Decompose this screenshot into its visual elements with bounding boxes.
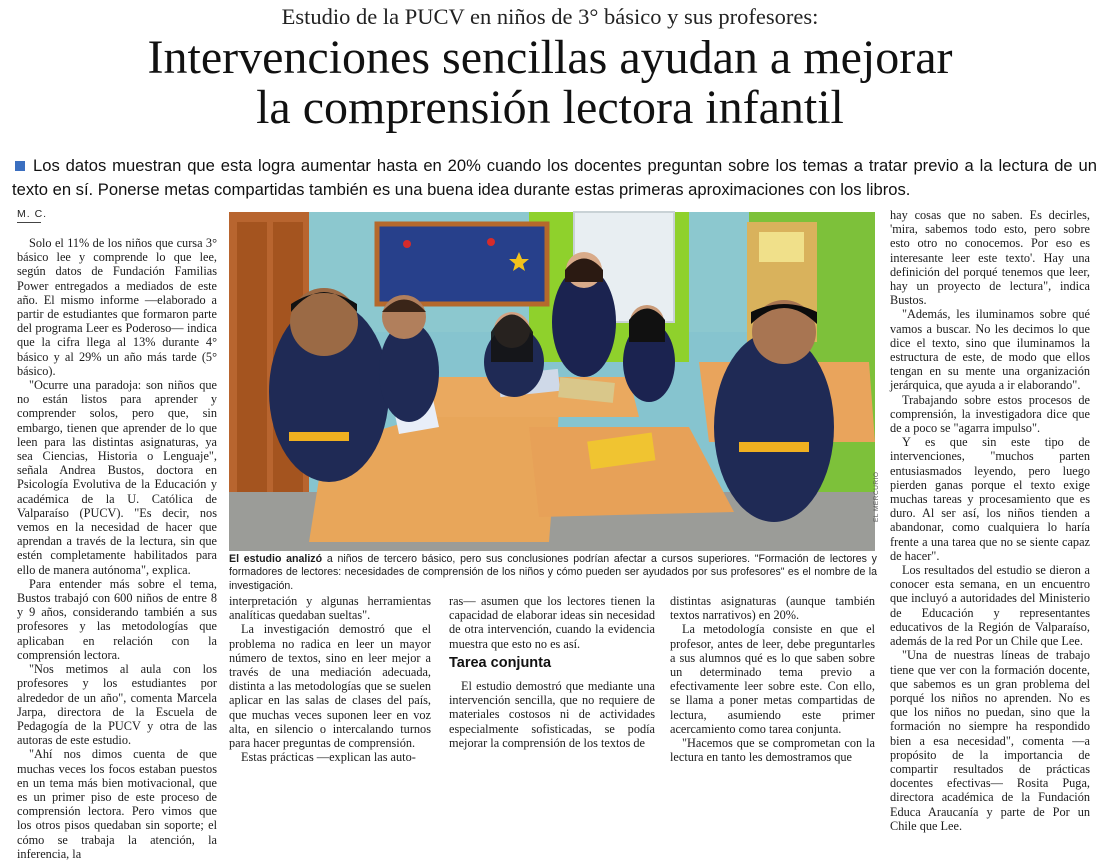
headline (0, 33, 1100, 133)
col5-paragraph: "Una de nuestras líneas de trabajo tiene que ver con la formación docente, que sabemos es un gran problema del porqué los niños no aprenden. No es que los niños no puedan, sino que la formación no siempre ha respondido bien a esa necesidad", comenta —a propósito de la importancia de compartir resultados de prácticas docentes efectivas— Rosita Puga, directora académica de la Fundación Educa Araucanía y parte de Por un Chile que Lee. (890, 648, 1090, 833)
col5-paragraph: Y es que sin este tipo de intervenciones, "muchos parten entusiasmados leyendo, pero luego pierden ganas porque el texto exige muchas tareas y procesamiento que es duro. Al ser así, los niños tienden a abandonar, como cualquiera lo haría frente a una tarea que no se siente capaz de hacer". (890, 435, 1090, 563)
col4-paragraph: "Hacemos que se comprometan con la lectura en tanto les demostramos que (670, 736, 875, 765)
col3-paragraph: ras— asumen que los lectores tienen la capacidad de elaborar ideas sin necesidad de otra intervención, cuando la evidencia muestra que esto no es así. (449, 594, 655, 651)
headline-line-1: Intervenciones sencillas ayudan a mejorar (147, 31, 953, 84)
caption-text: a niños de tercero básico, pero sus conclusiones podrían afectar a cursos superiores. "Formación de lectores y formadores de lectores: necesidades de comprensión de los niños y cómo pueden ser ayudados por sus profesores" es el nombre de la investigación. (229, 553, 877, 592)
lead-text: Los datos muestran que esta logra aumentar hasta en 20% cuando los docentes preguntan sobre los temas a tratar previo a la lectura de un texto en sí. Ponerse metas compartidas también es una buena idea durante estas primeras aproximaciones con los libros. (12, 156, 1097, 199)
col1-paragraph: Solo el 11% de los niños que cursa 3° básico lee y comprende lo que lee, según datos de Fundación Familias Power entregados a mediados de este año. El mismo informe —elaborado a partir de estudiantes que formaron parte del programa Leer es Poderoso— indica que la cifra llega al 13% durante 4° básico y al 29% un año más tarde (5° básico). (17, 236, 217, 378)
col1-paragraph: Para entender más sobre el tema, Bustos trabajó con 600 niños de entre 8 y 9 años, considerando también a sus profesores y las metodologías que aplicaban en relación con la comprensión lectora. (17, 576, 217, 662)
classroom-illustration (229, 212, 875, 551)
article-column-4 (670, 594, 875, 765)
classroom-photo (229, 212, 875, 551)
photo-credit: EL MERCURIO (873, 471, 880, 522)
col5-paragraph: Trabajando sobre estos procesos de comprensión, la investigadora dice que de a poco se "agarra impulso". (890, 392, 1090, 436)
col1-paragraph: "Ahí nos dimos cuenta de que muchas veces los focos estaban puestos en un tema más bien motivacional, que es un primer piso de este proceso de comprensión lectora. Pero vimos que los otros pisos quedaban sin soporte; el cómo se trabaja la atención, la inferencia, la (17, 747, 217, 861)
col1-paragraph: "Ocurre una paradoja: son niños que no están listos para aprender y comprender solos, pero que, sin embargo, tienen que aprender de lo que leen para las distintas asignaturas, ya sea Ciencias, Historia o Lenguaje", señala Andrea Bustos, doctora en Psicología Evolutiva de la Educación y académica de la U. Católica de Valparaíso (PUCV). "Es decir, nos vemos en la necesidad de hacer que aprendan a través de la lectura, sin que estén completamente habilitados para ello de manera autónoma", explica. (17, 378, 217, 577)
byline-rule (17, 222, 41, 223)
caption-bold: El estudio analizó (229, 553, 323, 565)
photo-caption (229, 553, 877, 593)
col3-paragraph: El estudio demostró que mediante una intervención sencilla, que no requiere de materiales costosos ni de actividades especialmente sofisticadas, se podía mejorar la comprensión de los textos de (449, 679, 655, 750)
col2-paragraph: Estas prácticas —explican las auto- (241, 750, 416, 765)
col5-paragraph: hay cosas que no saben. Es decirles, 'mira, sabemos todo esto, pero sobre esto otro no conocemos. Por eso es interesante leer este texto'. Hay una definición del porqué tenemos que leer, hay un proyecto de lectura", indica Bustos. (890, 208, 1090, 308)
article-column-2 (229, 594, 431, 765)
col2-paragraph: La investigación demostró que el problema no radica en leer un mayor número de textos, sino en leer mejor a través de una mediación adecuada, distinta a las metodologías que se suelen aplicar en las salas de clases del país, que muchas veces suponen leer en voz alta, en silencio o intercalando turnos para hacer preguntas de comprensión. (229, 622, 431, 751)
subhead-tarea-conjunta: Tarea conjunta (449, 654, 552, 671)
lead-paragraph (12, 154, 1097, 202)
article-column-5 (890, 208, 1090, 833)
col5-paragraph: Los resultados del estudio se dieron a conocer esta semana, en un encuentro que incluyó a autoridades del Ministerio de Educación y representantes educativos de la Región de Valparaíso, además de la red Por un Chile que Lee. (890, 563, 1090, 649)
square-bullet-icon (15, 161, 25, 171)
col4-paragraph: La metodología consiste en que el profesor, antes de leer, debe preguntarles a sus alumnos qué es lo que saben sobre un determinado tema previo a efectivamente leer sobre este. Con ello, se llama a poner metas compartidas de lectura, asumiendo este primer acercamiento como tarea conjunta. (670, 622, 875, 736)
kicker: Estudio de la PUCV en niños de 3° básico y sus profesores: (281, 4, 819, 29)
headline-line-2: la comprensión lectora infantil (256, 81, 844, 134)
article-column-3 (449, 594, 655, 760)
article-column-1 (17, 236, 217, 861)
col2-paragraph: interpretación y algunas herramientas analíticas quedaban sueltas". (229, 594, 431, 623)
col5-paragraph: "Además, les iluminamos sobre qué vamos a buscar. No les decimos lo que dice el texto, sino que iluminamos la estructura de este, de modo que ellos tengan en su mente una organización jerárquica, que ayuda a ir elaborando". (890, 307, 1090, 393)
col1-paragraph: "Nos metimos al aula con los profesores y los estudiantes por alrededor de un año", comenta Marcela Jarpa, directora de la Escuela de Pedagogía de la PUCV y otra de las autoras de este estudio. (17, 662, 217, 748)
byline: M. C. (17, 208, 48, 220)
col4-paragraph: distintas asignaturas (aunque también textos narrativos) en 20%. (670, 594, 875, 623)
